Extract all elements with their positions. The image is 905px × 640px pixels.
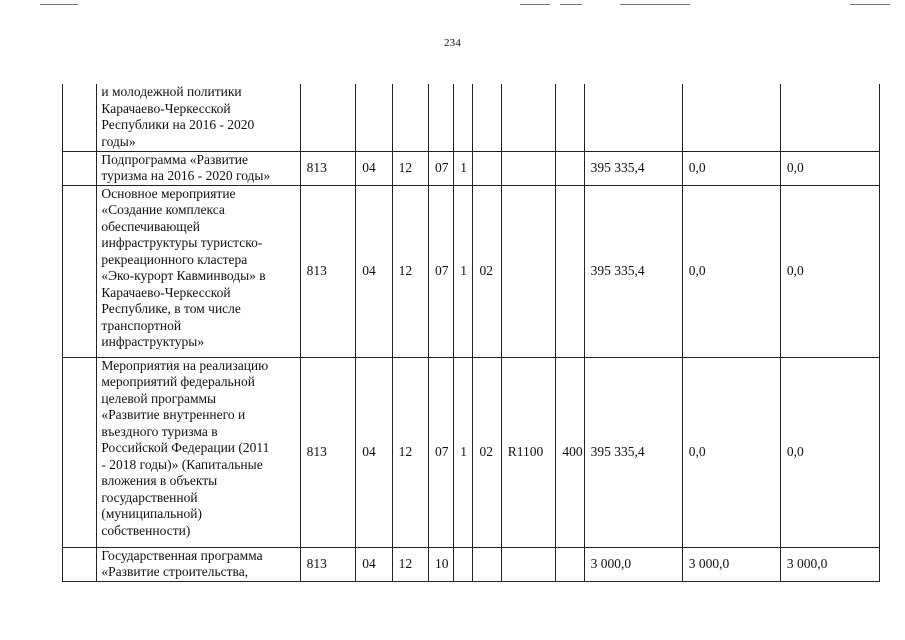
row-name-cell: и молодежной политики Карачаево-Черкесской Республики на 2016 - 2020 годы» — [97, 84, 300, 151]
event-code-cell — [473, 151, 501, 185]
ministry-code-cell: 813 — [300, 185, 356, 357]
amount-year-2-cell: 0,0 — [682, 185, 780, 357]
subsection-code-cell: 12 — [392, 547, 428, 581]
event-code-cell: 02 — [473, 357, 501, 547]
subsection-code-cell: 12 — [392, 185, 428, 357]
ministry-code-cell: 813 — [300, 357, 356, 547]
amount-year-2-cell: 0,0 — [682, 151, 780, 185]
program-code-cell: 07 — [429, 357, 454, 547]
row-name-cell: Подпрограмма «Развитие туризма на 2016 - 2020 годы» — [97, 151, 300, 185]
ministry-code-cell: 813 — [300, 547, 356, 581]
row-name-cell: Государственная программа «Развитие строительства, — [97, 547, 300, 581]
event-code-cell: 02 — [473, 185, 501, 357]
section-code-cell: 04 — [356, 151, 392, 185]
ministry-code-cell — [300, 84, 356, 151]
section-code-cell — [356, 84, 392, 151]
target-code-cell — [501, 547, 556, 581]
expense-type-cell — [556, 151, 584, 185]
amount-year-1-cell — [584, 84, 682, 151]
expense-type-cell — [556, 185, 584, 357]
amount-year-3-cell: 0,0 — [780, 185, 879, 357]
program-code-cell: 07 — [429, 151, 454, 185]
amount-year-2-cell — [682, 84, 780, 151]
subprogram-code-cell — [454, 547, 473, 581]
expense-type-cell — [556, 84, 584, 151]
row-name-cell: Мероприятия на реализацию мероприятий федеральной целевой программы «Развитие внутреннего и въездного туризма в Российской Федерации (2011 - 2018 годы)» (Капитальные вложения в объекты государственной (муниципальной) собственности) — [97, 357, 300, 547]
subprogram-code-cell — [454, 84, 473, 151]
expense-type-cell — [556, 547, 584, 581]
table-row — [63, 185, 880, 357]
amount-year-1-cell: 395 335,4 — [584, 185, 682, 357]
event-code-cell — [473, 547, 501, 581]
indent-cell — [63, 151, 97, 185]
amount-year-2-cell: 3 000,0 — [682, 547, 780, 581]
indent-cell — [63, 357, 97, 547]
subsection-code-cell — [392, 84, 428, 151]
program-code-cell — [429, 84, 454, 151]
amount-year-3-cell: 0,0 — [780, 357, 879, 547]
table-row — [63, 357, 880, 547]
subsection-code-cell: 12 — [392, 357, 428, 547]
amount-year-3-cell: 3 000,0 — [780, 547, 879, 581]
target-code-cell: R1100 — [501, 357, 556, 547]
scan-artifact-marks — [0, 0, 905, 12]
target-code-cell — [501, 84, 556, 151]
table-row — [63, 84, 880, 151]
subsection-code-cell: 12 — [392, 151, 428, 185]
expense-type-cell: 400 — [556, 357, 584, 547]
amount-year-1-cell: 395 335,4 — [584, 357, 682, 547]
program-code-cell: 10 — [429, 547, 454, 581]
amount-year-1-cell: 395 335,4 — [584, 151, 682, 185]
amount-year-3-cell — [780, 84, 879, 151]
program-code-cell: 07 — [429, 185, 454, 357]
subprogram-code-cell: 1 — [454, 185, 473, 357]
amount-year-1-cell: 3 000,0 — [584, 547, 682, 581]
section-code-cell: 04 — [356, 185, 392, 357]
budget-table — [62, 84, 880, 582]
indent-cell — [63, 185, 97, 357]
table-row — [63, 151, 880, 185]
table-row — [63, 547, 880, 581]
row-name-cell: Основное мероприятие «Создание комплекса обеспечивающей инфраструктуры туристско- рекреационного кластера «Эко-курорт Кавминводы» в Карачаево-Черкесской Республике, в том числе транспортной инфраструктуры» — [97, 185, 300, 357]
ministry-code-cell: 813 — [300, 151, 356, 185]
amount-year-3-cell: 0,0 — [780, 151, 879, 185]
event-code-cell — [473, 84, 501, 151]
subprogram-code-cell: 1 — [454, 357, 473, 547]
page-number: 234 — [443, 37, 462, 49]
indent-cell — [63, 84, 97, 151]
subprogram-code-cell: 1 — [454, 151, 473, 185]
indent-cell — [63, 547, 97, 581]
section-code-cell: 04 — [356, 547, 392, 581]
target-code-cell — [501, 151, 556, 185]
amount-year-2-cell: 0,0 — [682, 357, 780, 547]
section-code-cell: 04 — [356, 357, 392, 547]
target-code-cell — [501, 185, 556, 357]
